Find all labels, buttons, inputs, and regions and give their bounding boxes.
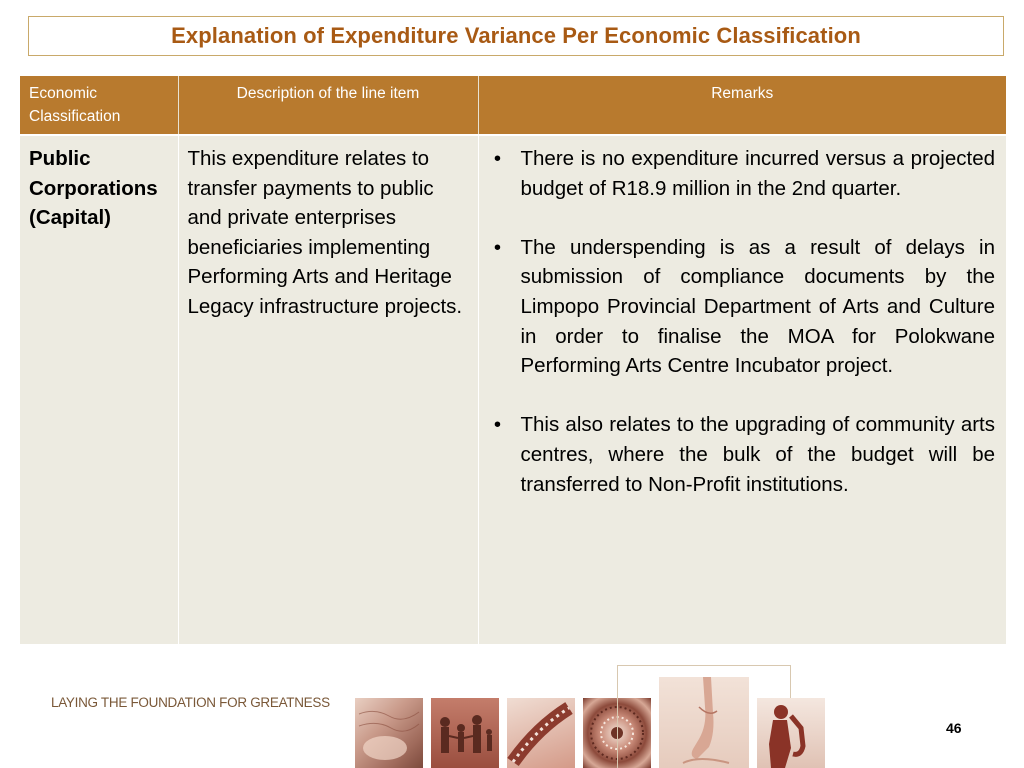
family-silhouette-photo: [431, 698, 499, 768]
footer-tagline: LAYING THE FOUNDATION FOR GREATNESS: [51, 695, 330, 710]
table-header-row: [20, 76, 1006, 135]
slide-title: Explanation of Expenditure Variance Per Economic Classification: [171, 23, 861, 48]
header-description: Description of the line item: [178, 76, 478, 135]
remark-item: [488, 233, 998, 381]
header-economic-classification: Economic Classification: [20, 76, 178, 135]
film-reel-photo: [507, 698, 575, 768]
variance-table: [20, 76, 1006, 644]
remark-text: This also relates to the upgrading of community arts centres, where the bulk of the budget will be transferred to Non-Profit institutions.: [520, 413, 995, 496]
remarks-list: [488, 144, 998, 499]
remark-text: The underspending is as a result of delays in submission of compliance documents by the Limpopo Provincial Department of Arts and Culture in order to finalise the MOA for Polokwane Performing Arts Centre Incubator project.: [520, 235, 995, 378]
remark-text: There is no expenditure incurred versus a projected budget of R18.9 million in the 2nd quarter.: [520, 147, 995, 200]
handwriting-photo: [355, 698, 423, 768]
ballet-shoes-photo: [659, 677, 749, 768]
remark-item: [488, 144, 998, 203]
cell-classification: Public Corporations (Capital): [20, 135, 178, 644]
header-remarks: Remarks: [478, 76, 1006, 135]
bullet-icon: •: [493, 147, 502, 170]
cell-remarks: [478, 135, 1006, 644]
cell-description: This expenditure relates to transfer payments to public and private enterprises beneficiaries implementing Performing Arts and Heritage Legacy infrastructure projects.: [178, 135, 478, 644]
bullet-icon: •: [493, 235, 502, 259]
table-row: [20, 135, 1006, 644]
remark-item: [488, 410, 998, 499]
page-number: 46: [946, 720, 962, 736]
saxophone-player-photo: [757, 698, 825, 768]
bullet-icon: •: [493, 413, 502, 437]
title-box: [28, 16, 1004, 56]
